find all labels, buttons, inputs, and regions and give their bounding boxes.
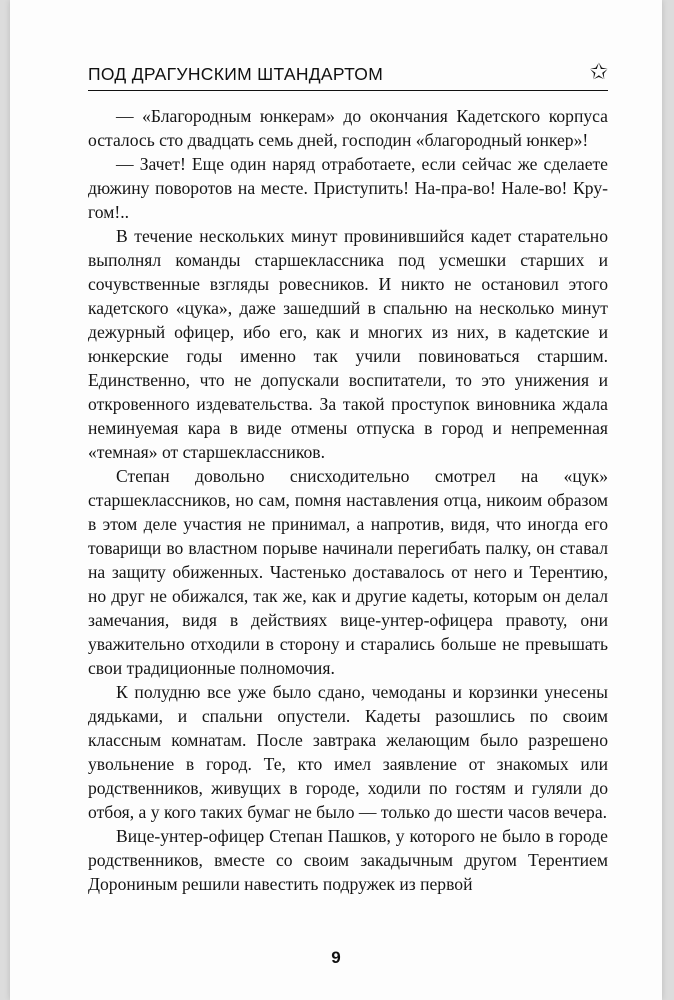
star-icon: ✩ <box>589 60 608 85</box>
paragraph: К полудню все уже было сдано, чемоданы и корзинки унесены дядьками, и спальни опустели. Кадеты разошлись по своим классным комнатам. После завтрака желающим было разрешено увольнение в город. Те, кто имел заявление от знакомых или родственников, живущих в городе, ходили по гостям и гуляли до отбоя, а у кого таких бумаг не было — только до шести часов вечера. <box>88 682 608 822</box>
paragraph: Вице-унтер-офицер Степан Пашков, у которого не было в городе родственников, вместе со своим закадычным другом Терентием Дорониным решили навестить подружек из первой <box>88 826 608 894</box>
running-header <box>88 62 608 91</box>
body-text <box>88 104 608 896</box>
paragraph: — Зачет! Еще один наряд отработаете, если сейчас же сделаете дюжину поворотов на месте. Приступить! На-пра-во! Нале-во! Кру-гом!.. <box>88 154 608 222</box>
page-number: 9 <box>331 948 341 967</box>
paragraph: В течение нескольких минут провинившийся кадет старательно выполнял команды старшеклассника под усмешки старших и сочувственные взгляды ровесников. И никто не остановил этого кадетского «цука», даже зашедший в спальню на несколько минут дежурный офицер, ибо его, как и многих из них, в кадетские и юнкерские годы именно так учили повиноваться старшим. Единственно, что не допускали воспитатели, то это унижения и откровенного издевательства. За такой проступок виновника ждала неминуемая кара в виде отмены отпуска в город и непременная «темная» от старшеклассников. <box>88 226 608 462</box>
running-title: ПОД ДРАГУНСКИМ ШТАНДАРТОМ <box>88 64 384 84</box>
paragraph: Степан довольно снисходительно смотрел на «цук» старшеклассников, но сам, помня наставления отца, никоим образом в этом деле участия не принимал, а напротив, видя, что иногда его товарищи во властном порыве начинали перегибать палку, он ставал на защиту обиженных. Частенько доставалось от него и Терентию, но друг не обижался, так же, как и другие кадеты, которым он делал замечания, видя в действиях вице-унтер-офицера правоту, они уважительно отходили в сторону и старались больше не превышать свои традиционные полномочия. <box>88 466 608 678</box>
paragraph: — «Благородным юнкерам» до окончания Кадетского корпуса осталось сто двадцать семь дней, господин «благородный юнкер»! <box>88 106 608 150</box>
book-page <box>10 0 662 1000</box>
